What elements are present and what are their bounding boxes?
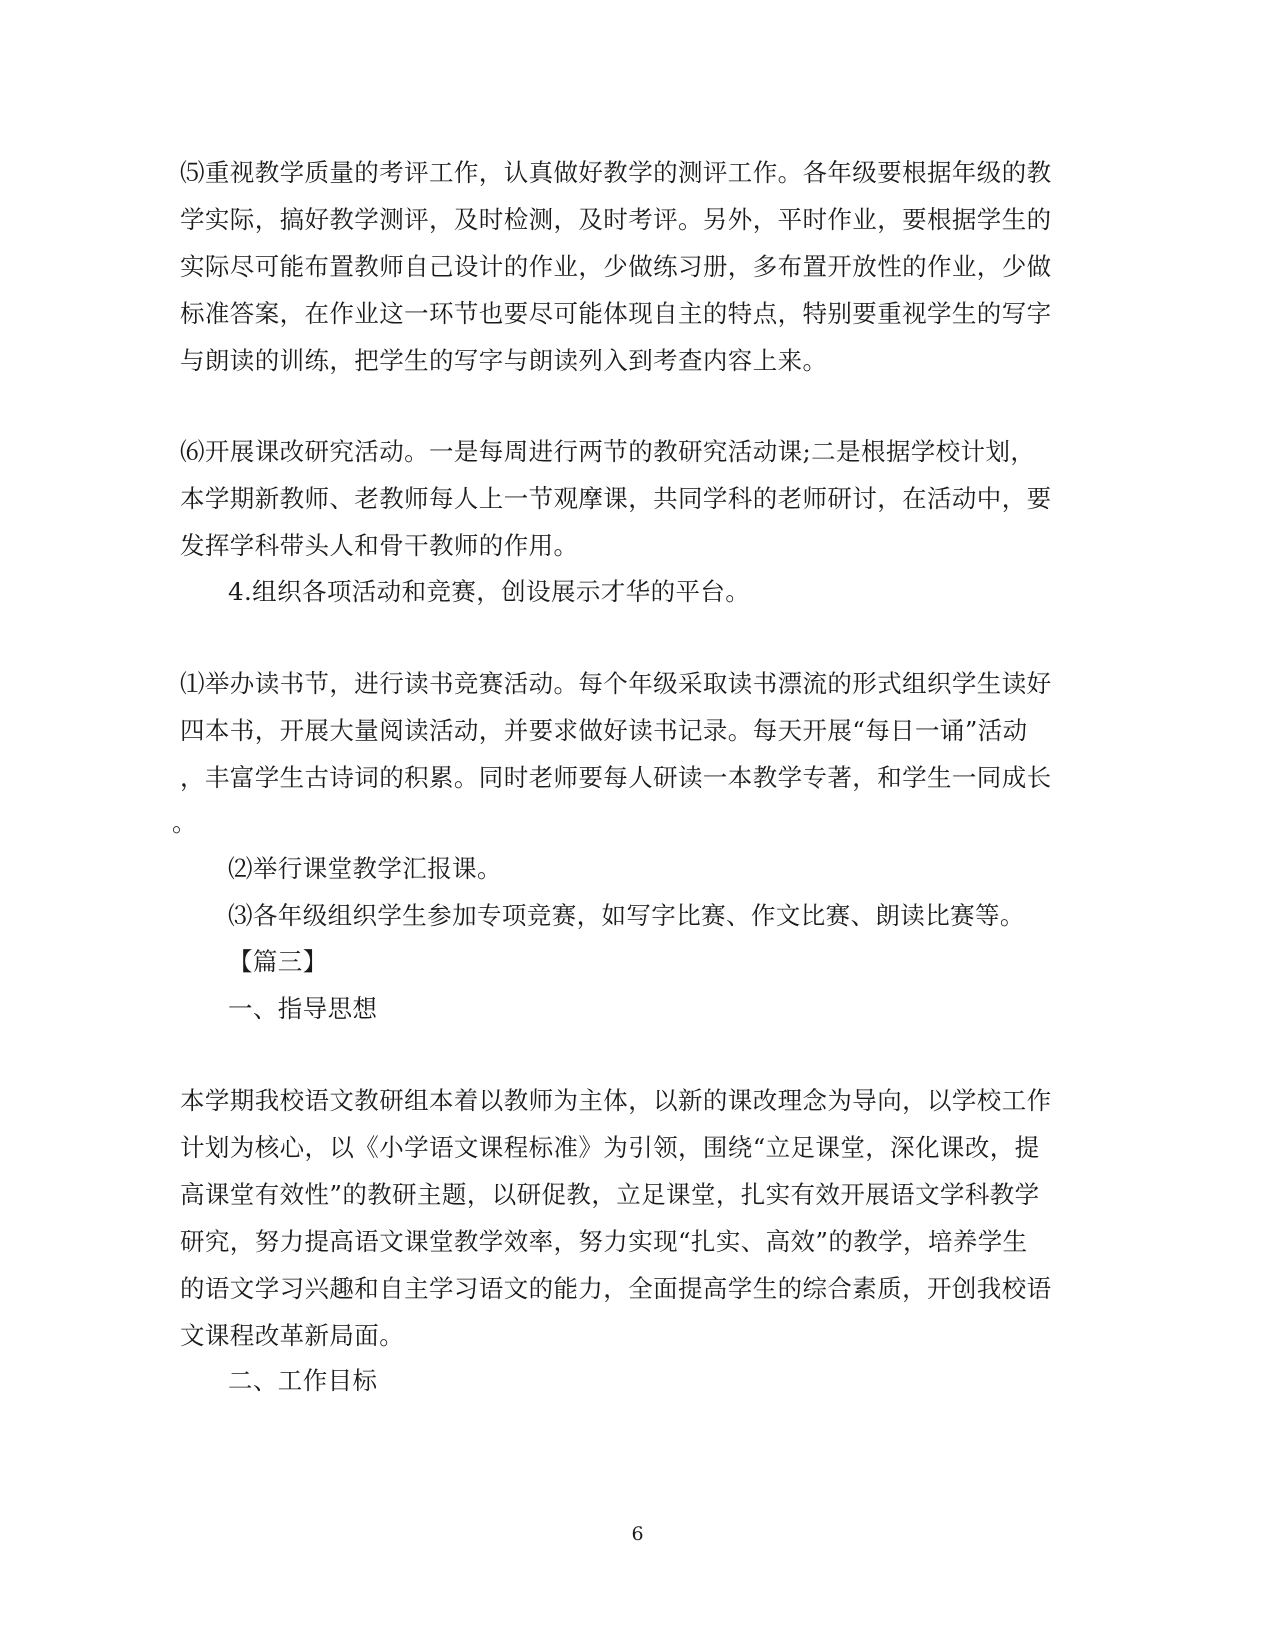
section-heading-4: 4.组织各项活动和竞赛，创设展示才华的平台。 [228, 577, 751, 606]
text-line: 与朗读的训练，把学生的写字与朗读列入到考查内容上来。 [180, 346, 828, 375]
text-line: 本学期我校语文教研组本着以教师为主体，以新的课改理念为导向，以学校工作 [180, 1086, 1052, 1115]
paragraph-item-2: ⑵举行课堂教学汇报课。 [228, 854, 502, 883]
text-line: 的语文学习兴趣和自主学习语文的能力，全面提高学生的综合素质，开创我校语 [180, 1274, 1052, 1303]
text-line: ⑴举办读书节，进行读书竞赛活动。每个年级采取读书漂流的形式组织学生读好 [180, 669, 1052, 698]
text-line: 高课堂有效性”的教研主题，以研促教，立足课堂，扎实有效开展语文学科教学 [180, 1180, 1040, 1209]
text-line: 学实际，搞好教学测评，及时检测，及时考评。另外，平时作业，要根据学生的 [180, 205, 1052, 234]
text-line: ⑹开展课改研究活动。一是每周进行两节的教研究活动课;二是根据学校计划， [180, 437, 1036, 466]
text-line: 四本书，开展大量阅读活动，并要求做好读书记录。每天开展“每日一诵”活动 [180, 716, 1028, 745]
text-line: ，丰富学生古诗词的积累。同时老师要每人研读一本教学专著，和学生一同成长 [180, 763, 1052, 792]
text-line: 实际尽可能布置教师自己设计的作业，少做练习册，多布置开放性的作业，少做 [180, 252, 1052, 281]
text-line: ⑸重视教学质量的考评工作，认真做好教学的测评工作。各年级要根据年级的教 [180, 158, 1052, 187]
heading-work-goals: 二、工作目标 [228, 1366, 378, 1395]
text-line: 标准答案，在作业这一环节也要尽可能体现自主的特点，特别要重视学生的写字 [180, 299, 1052, 328]
text-line: 本学期新教师、老教师每人上一节观摩课，共同学科的老师研讨，在活动中，要 [180, 484, 1052, 513]
paragraph-item-3: ⑶各年级组织学生参加专项竞赛，如写字比赛、作文比赛、朗读比赛等。 [228, 901, 1025, 930]
heading-guiding-ideology: 一、指导思想 [228, 994, 378, 1023]
text-line: 。 [172, 808, 197, 837]
section-marker: 【篇三】 [228, 947, 328, 976]
text-line: 文课程改革新局面。 [180, 1321, 405, 1350]
page-number: 6 [631, 1523, 644, 1545]
text-line: 发挥学科带头人和骨干教师的作用。 [180, 531, 579, 560]
text-line: 研究，努力提高语文课堂教学效率，努力实现“扎实、高效”的教学，培养学生 [180, 1227, 1028, 1256]
text-line: 计划为核心，以《小学语文课程标准》为引领，围绕“立足课堂，深化课改，提 [180, 1133, 1040, 1162]
